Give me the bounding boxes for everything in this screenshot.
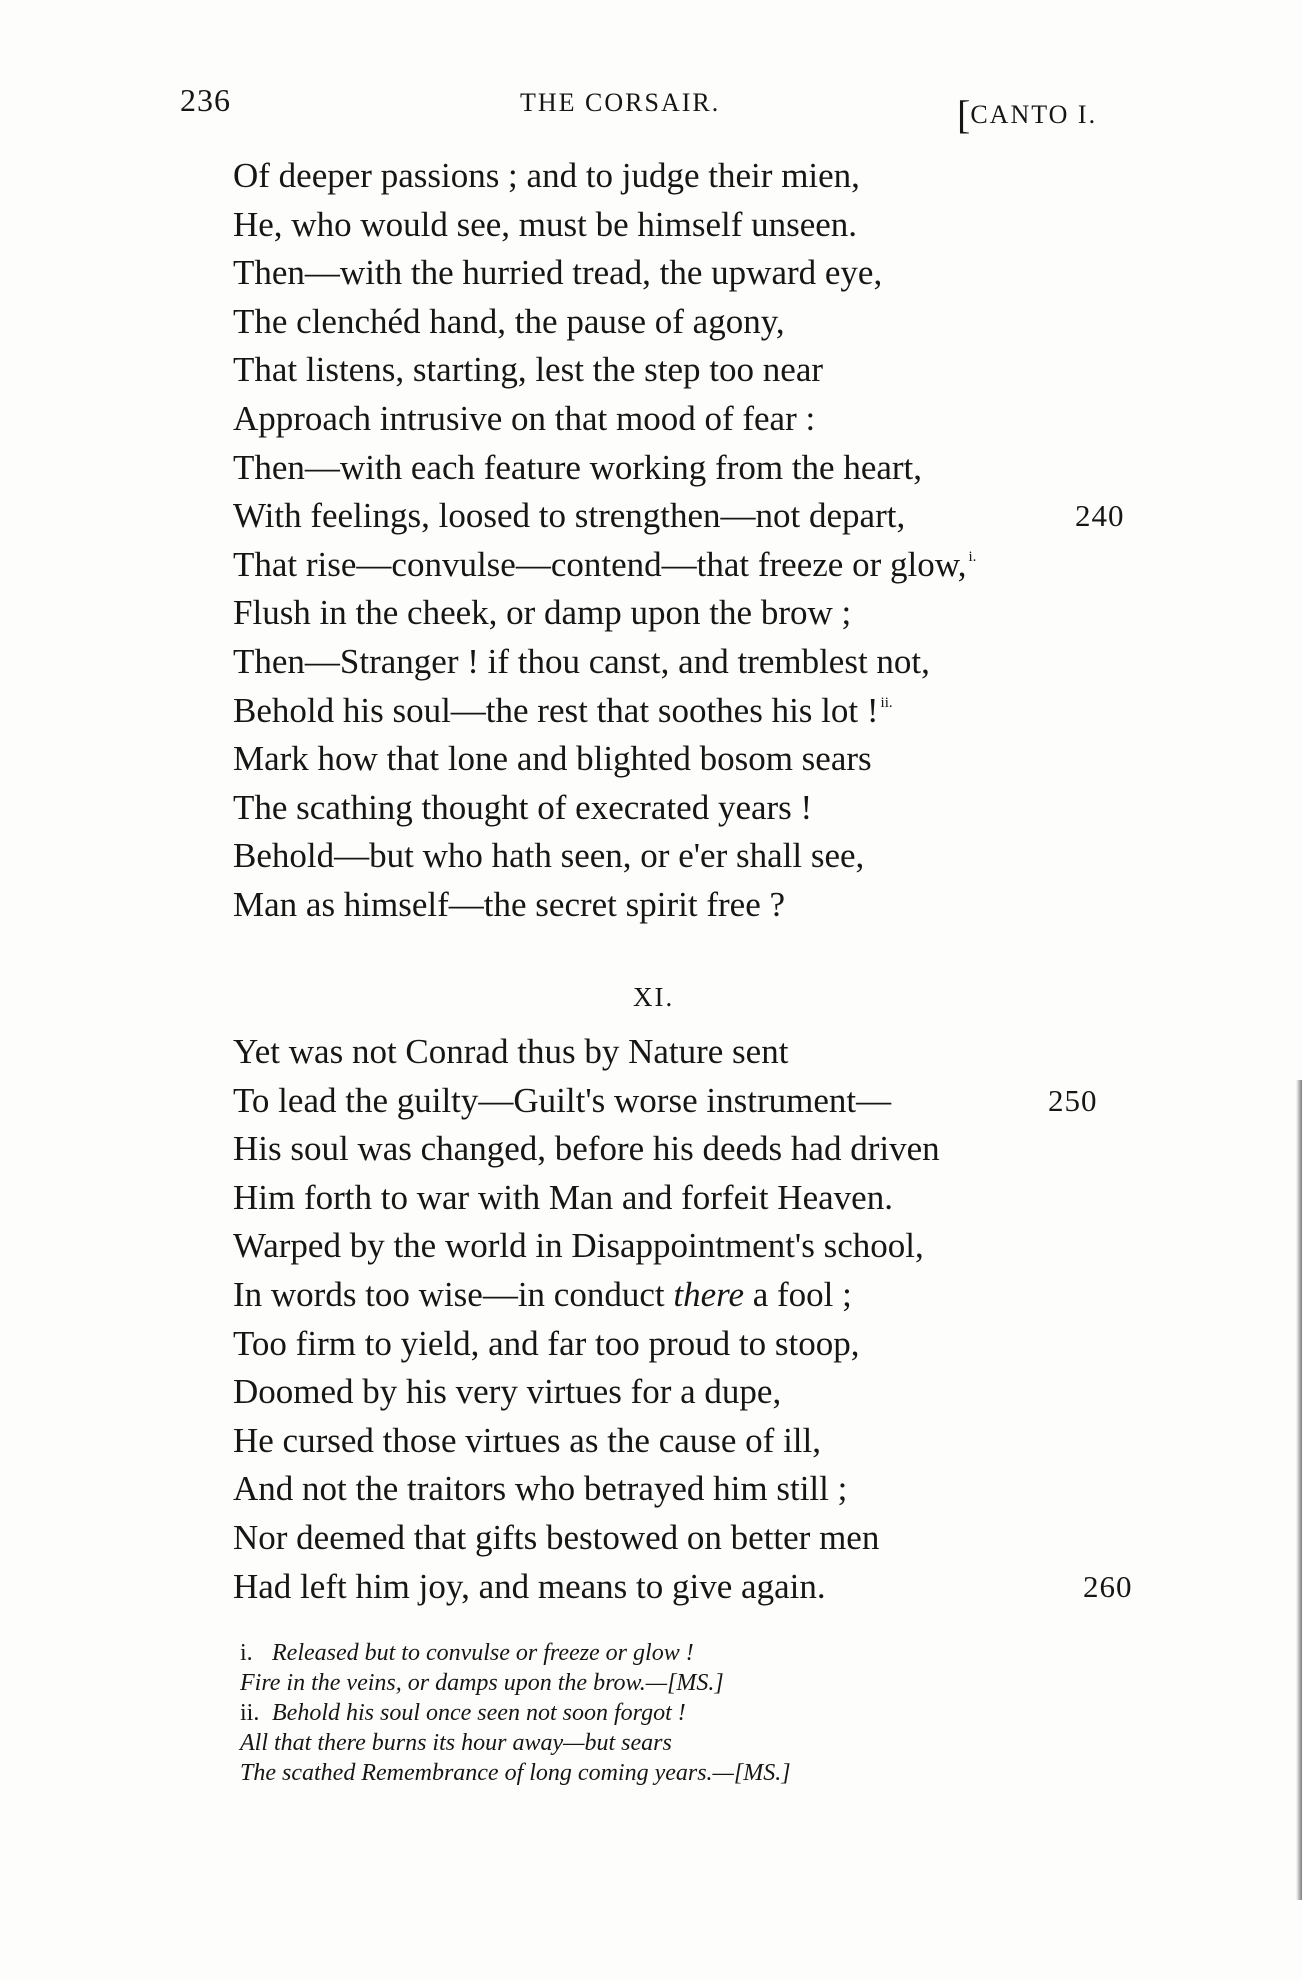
line-text: That listens, starting, lest the step too near <box>233 350 824 390</box>
line-text: In words too wise—in conduct <box>233 1274 674 1314</box>
book-title: THE CORSAIR. <box>520 88 721 117</box>
footnote-line: The scathed Remembrance of long coming years.—[MS.] <box>240 1760 791 1786</box>
line-text: He cursed those virtues as the cause of ill, <box>233 1420 822 1460</box>
poem-line <box>233 832 1133 881</box>
poem-line <box>233 1368 1133 1417</box>
poem-line <box>233 687 1133 736</box>
line-text: Then—with each feature working from the heart, <box>233 447 923 487</box>
running-head <box>0 60 1302 137</box>
poem-line <box>233 1465 1133 1514</box>
line-text: Warped by the world in Disappointment's school, <box>233 1226 924 1266</box>
page-edge-shadow <box>1296 1080 1302 1900</box>
footnote-label: ii. <box>240 1700 260 1726</box>
poem-line <box>233 249 1133 298</box>
poem-line <box>233 638 1133 687</box>
canto-text: CANTO I. <box>970 100 1098 129</box>
footnotes <box>240 1638 1140 1788</box>
line-text: The scathing thought of execrated years ! <box>233 787 813 827</box>
line-text-end: a fool ; <box>743 1274 852 1314</box>
poem-line <box>233 201 1133 250</box>
poem-line <box>233 1563 1133 1612</box>
line-text: And not the traitors who betrayed him still ; <box>233 1469 848 1509</box>
poem-line <box>233 395 1133 444</box>
footnote-line: Fire in the veins, or damps upon the brow.—[MS.] <box>240 1670 724 1696</box>
footnote-ii <box>240 1698 1140 1728</box>
line-text: Then—with the hurried tread, the upward eye, <box>233 253 883 293</box>
poem-line <box>233 492 1133 541</box>
poem-line <box>233 1125 1133 1174</box>
footnote-i <box>240 1638 1140 1668</box>
footnote-ref: i. <box>968 548 977 565</box>
stanza-x <box>233 152 1133 930</box>
canto-bracket: [ <box>957 92 971 137</box>
stanza-xi <box>233 1028 1133 1611</box>
poem-line <box>233 1320 1133 1369</box>
line-text: Mark how that lone and blighted bosom sears <box>233 739 872 779</box>
footnote-ref: ii. <box>880 694 893 711</box>
poem-line <box>233 1077 1133 1126</box>
line-text: Of deeper passions ; and to judge their mien, <box>233 156 860 195</box>
line-text: His soul was changed, before his deeds had driven <box>233 1129 940 1169</box>
poem-line <box>233 444 1133 493</box>
line-number: 250 <box>1048 1082 1098 1118</box>
poem-line <box>233 1028 1133 1077</box>
canto-label <box>957 86 1098 137</box>
poem-line <box>233 735 1133 784</box>
line-text: Doomed by his very virtues for a dupe, <box>233 1372 782 1412</box>
poem-line <box>233 881 1133 930</box>
line-number: 240 <box>1075 498 1125 534</box>
poem-line <box>233 784 1133 833</box>
line-text: Flush in the cheek, or damp upon the brow ; <box>233 593 852 633</box>
line-text: Too firm to yield, and far too proud to stoop, <box>233 1323 860 1363</box>
poem-line <box>233 152 1133 201</box>
footnote-line: Released but to convulse or freeze or glow ! <box>272 1640 694 1666</box>
footnote-ii-cont <box>240 1728 1140 1758</box>
line-text: Behold his soul—the rest that soothes his lot ! <box>233 690 879 730</box>
line-text: With feelings, loosed to strengthen—not depart, <box>233 496 906 536</box>
line-text: The clenchéd hand, the pause of agony, <box>233 301 785 341</box>
line-text: He, who would see, must be himself unseen. <box>233 204 858 244</box>
line-text: Man as himself—the secret spirit free ? <box>233 884 786 924</box>
italic-emphasis: there <box>673 1274 744 1314</box>
footnote-ii-cont <box>240 1758 1140 1788</box>
line-number: 260 <box>1083 1568 1133 1604</box>
poem-line <box>233 1514 1133 1563</box>
poem-line <box>233 298 1133 347</box>
poem-line <box>233 1222 1133 1271</box>
poem-line <box>233 346 1133 395</box>
page-number: 236 <box>180 82 231 118</box>
footnote-label: i. <box>240 1640 253 1666</box>
line-text: Yet was not Conrad thus by Nature sent <box>233 1032 789 1071</box>
line-text: Had left him joy, and means to give again. <box>233 1566 826 1606</box>
line-text: Him forth to war with Man and forfeit Heaven. <box>233 1177 893 1217</box>
poem-line <box>233 1417 1133 1466</box>
poem-line <box>233 1174 1133 1223</box>
footnote-line: All that there burns its hour away—but sears <box>240 1730 672 1756</box>
line-text: Then—Stranger ! if thou canst, and tremblest not, <box>233 641 930 681</box>
footnote-i-cont <box>240 1668 1140 1698</box>
line-text: That rise—convulse—contend—that freeze or glow, <box>233 544 967 584</box>
poem-line <box>233 541 1133 590</box>
line-text: To lead the guilty—Guilt's worse instrument— <box>233 1080 892 1120</box>
section-number: XI. <box>633 982 675 1012</box>
line-text: Nor deemed that gifts bestowed on better men <box>233 1517 880 1557</box>
poem-line <box>233 1271 1133 1320</box>
line-text: Behold—but who hath seen, or e'er shall see, <box>233 836 865 876</box>
footnote-line: Behold his soul once seen not soon forgot ! <box>272 1700 686 1726</box>
line-text: Approach intrusive on that mood of fear : <box>233 398 816 438</box>
poem-line <box>233 589 1133 638</box>
